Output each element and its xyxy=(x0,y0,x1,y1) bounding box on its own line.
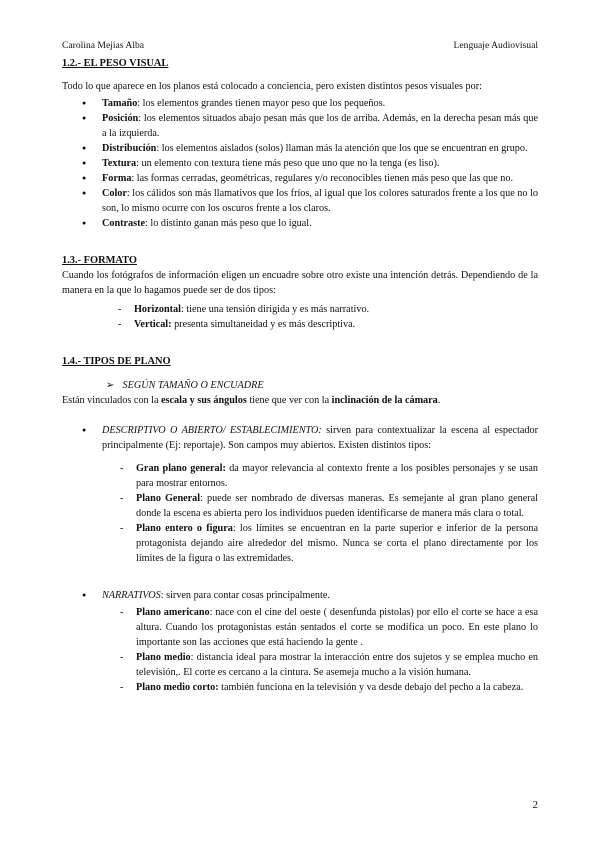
list-item xyxy=(62,491,538,521)
list-item-term: Plano General xyxy=(136,493,201,504)
list-item-term: Tamaño xyxy=(102,98,138,109)
text-run-bold: inclinación de la cámara xyxy=(331,395,438,406)
list-item-term: Plano americano xyxy=(136,607,210,618)
list-item-text: : un elemento con textura tiene más peso que uno que no la tenga (es liso). xyxy=(136,158,440,169)
list-item-text: : distancia ideal para mostrar la interacción entre dos sujetos y se emplea mucho en televisión,. El corte es cercano a la cintura. Se asemeja mucho a la visión humana. xyxy=(136,652,538,678)
list-item xyxy=(62,96,538,111)
list-item xyxy=(62,605,538,650)
category-text: : sirven para contar cosas principalmente. xyxy=(160,590,330,601)
list-item xyxy=(62,156,538,171)
list-item xyxy=(62,650,538,680)
list-item-text: : los elementos grandes tienen mayor peso que los pequeños. xyxy=(137,98,386,109)
list-item xyxy=(62,680,538,695)
list-item-text: : puede ser nombrado de diversas maneras. Es semejante al gran plano general donde la escena es abierta pero los individuos pueden identificarse de manera más clara o total. xyxy=(136,493,538,519)
list-item-text: también funciona en la televisión y va desde debajo del pecho a la cabeza. xyxy=(218,682,524,693)
list-item xyxy=(62,216,538,231)
list-item-term: Distribución xyxy=(102,143,157,154)
list-item-term: Plano medio corto: xyxy=(136,682,219,693)
text-run: . xyxy=(437,395,441,406)
subheading-segun-tamano xyxy=(62,378,538,393)
list-item-text: : los límites se encuentran en la parte superior e inferior de la persona protagonista dejando aire alrededor del mismo. Nunca se corta el plano directamente por los límites de la figura o las extremidades. xyxy=(136,523,538,564)
section-title-tipos-plano: 1.4.- TIPOS DE PLANO xyxy=(62,356,171,367)
category-narrativos xyxy=(62,588,538,603)
header-subject: Lenguaje Audiovisual xyxy=(453,40,538,51)
list-item-term: Textura xyxy=(102,158,137,169)
dash-list-descriptivo xyxy=(62,461,538,566)
subheading-text: SEGÚN TAMAÑO O ENCUADRE xyxy=(122,380,264,391)
category-label: DESCRIPTIVO O ABIERTO/ ESTABLECIMIENTO: xyxy=(102,425,322,436)
category-descriptivo xyxy=(62,423,538,453)
list-item-term: Color xyxy=(102,188,127,199)
list-item-term: Contraste xyxy=(102,218,146,229)
list-item-term: Gran plano general: xyxy=(136,463,226,474)
header-author: Carolina Mejías Alba xyxy=(62,40,145,51)
paragraph-vinculados xyxy=(62,393,538,408)
list-item xyxy=(62,317,538,332)
list-item xyxy=(62,186,538,216)
category-text: sirven para contextualizar la escena al espectador principalmente (Ej: reportaje). Son campos muy abiertos. Existen distintos tipos: xyxy=(102,425,538,451)
list-item xyxy=(62,521,538,566)
list-item-term: Plano medio xyxy=(136,652,191,663)
list-item-text: da mayor relevancia al contexto frente a los posibles personajes y se usan para mostrar entornos. xyxy=(136,463,538,489)
list-item xyxy=(62,141,538,156)
bullet-list-peso xyxy=(62,96,538,231)
section-title-formato: 1.3.- FORMATO xyxy=(62,255,137,266)
text-run: Están vinculados con la xyxy=(62,395,162,406)
list-item-term: Horizontal xyxy=(134,304,181,315)
list-item xyxy=(62,171,538,186)
list-item-text: : los cálidos son más llamativos que los fríos, al igual que los colores saturados frente a los que no lo son, lo mismo ocurre con los oscuros frente a los claros. xyxy=(102,188,538,214)
category-label: NARRATIVOS xyxy=(102,590,161,601)
page-content xyxy=(62,56,538,695)
list-item-text: : los elementos situados abajo pesan más que los de arriba. Además, en la derecha pesan más que a la izquierda. xyxy=(102,113,538,139)
page-number: 2 xyxy=(532,799,538,811)
list-item-term: Forma xyxy=(102,173,132,184)
list-item-term: Plano entero o figura xyxy=(136,523,233,534)
text-run: tiene que ver con la xyxy=(246,395,332,406)
list-item-term: Posición xyxy=(102,113,139,124)
list-item xyxy=(62,111,538,141)
list-item-text: : nace con el cine del oeste ( desenfunda pistolas) por ello el corte se hace a esa altura. Cuando los protagonistas están sentados el corte se modifica un poco. En este plano lo importante son las acciones que está haciendo la gente . xyxy=(136,607,538,648)
paragraph-intro-peso: Todo lo que aparece en los planos está colocado a conciencia, pero existen distintos pesos visuales por: xyxy=(62,81,482,92)
section-title-peso-visual: 1.2.- EL PESO VISUAL xyxy=(62,58,169,69)
list-item-text: : tiene una tensión dirigida y es más narrativo. xyxy=(180,304,370,315)
dash-list-narrativos xyxy=(62,605,538,695)
dash-list-formato xyxy=(62,302,538,332)
arrow-bullet-icon: ➢ xyxy=(106,380,115,391)
list-item-text: : las formas cerradas, geométricas, regulares y/o reconocibles tienen más peso que las que no. xyxy=(131,173,514,184)
text-run-bold: escala y sus ángulos xyxy=(161,395,247,406)
list-item xyxy=(62,302,538,317)
list-item-text: presenta simultaneidad y es más descriptiva. xyxy=(171,319,356,330)
list-item xyxy=(62,461,538,491)
list-item-text: : los elementos aislados (solos) llaman más la atención que los que se encuentran en grupo. xyxy=(156,143,528,154)
list-item-term: Vertical: xyxy=(134,319,172,330)
paragraph-intro-formato: Cuando los fotógrafos de información eligen un encuadre sobre otro existe una intención detrás. Dependiendo de la manera en la que lo hagamos puede ser de dos tipos: xyxy=(62,270,538,296)
list-item-text: : lo distinto ganan más peso que lo igual. xyxy=(145,218,312,229)
